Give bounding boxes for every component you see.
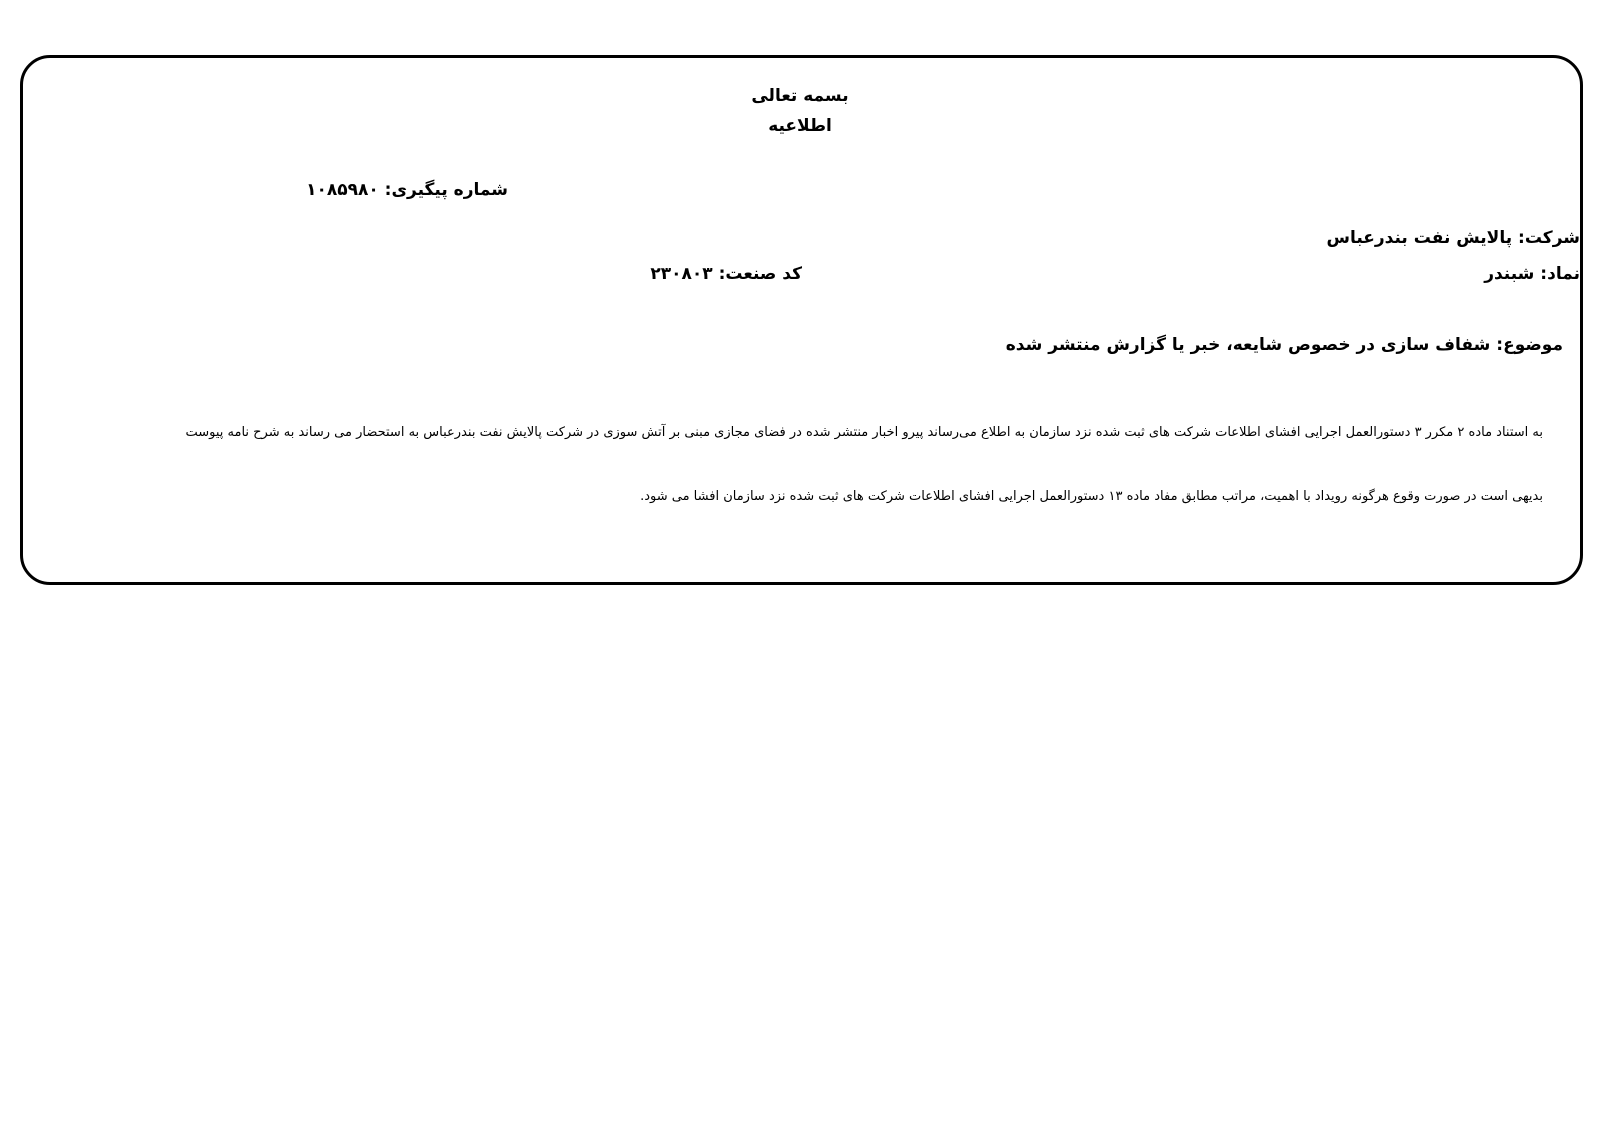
body-paragraph-1: به استناد ماده ۲ مکرر ۳ دستورالعمل اجرایی افشای اطلاعات شرکت های ثبت شده نزد سازمان به اطلاع می‌رساند پیرو اخبار منتشر شده در فضای مجازی مبنی بر آتش سوزی در شرکت پالایش نفت بندرعباس به استحضار می رساند به شرح نامه پیوست: [185, 425, 1543, 440]
tracking-number: شماره پیگیری: ۱۰۸۵۹۸۰: [306, 180, 508, 200]
body-paragraph-2: بدیهی است در صورت وقوع هرگونه رویداد با اهمیت، مراتب مطابق مفاد ماده ۱۳ دستورالعمل اجرایی افشای اطلاعات شرکت های ثبت شده نزد سازمان افشا می شود.: [640, 489, 1543, 504]
invocation-heading: بسمه تعالی: [751, 86, 849, 106]
ticker-symbol: نماد: شبندر: [1484, 264, 1580, 284]
notice-title: اطلاعیه: [768, 116, 832, 136]
company-name: شرکت: پالایش نفت بندرعباس: [1326, 228, 1580, 248]
industry-code: کد صنعت: ۲۳۰۸۰۳: [650, 264, 802, 284]
subject-line: موضوع: شفاف سازی در خصوص شایعه، خبر یا گزارش منتشر شده: [1005, 335, 1563, 355]
